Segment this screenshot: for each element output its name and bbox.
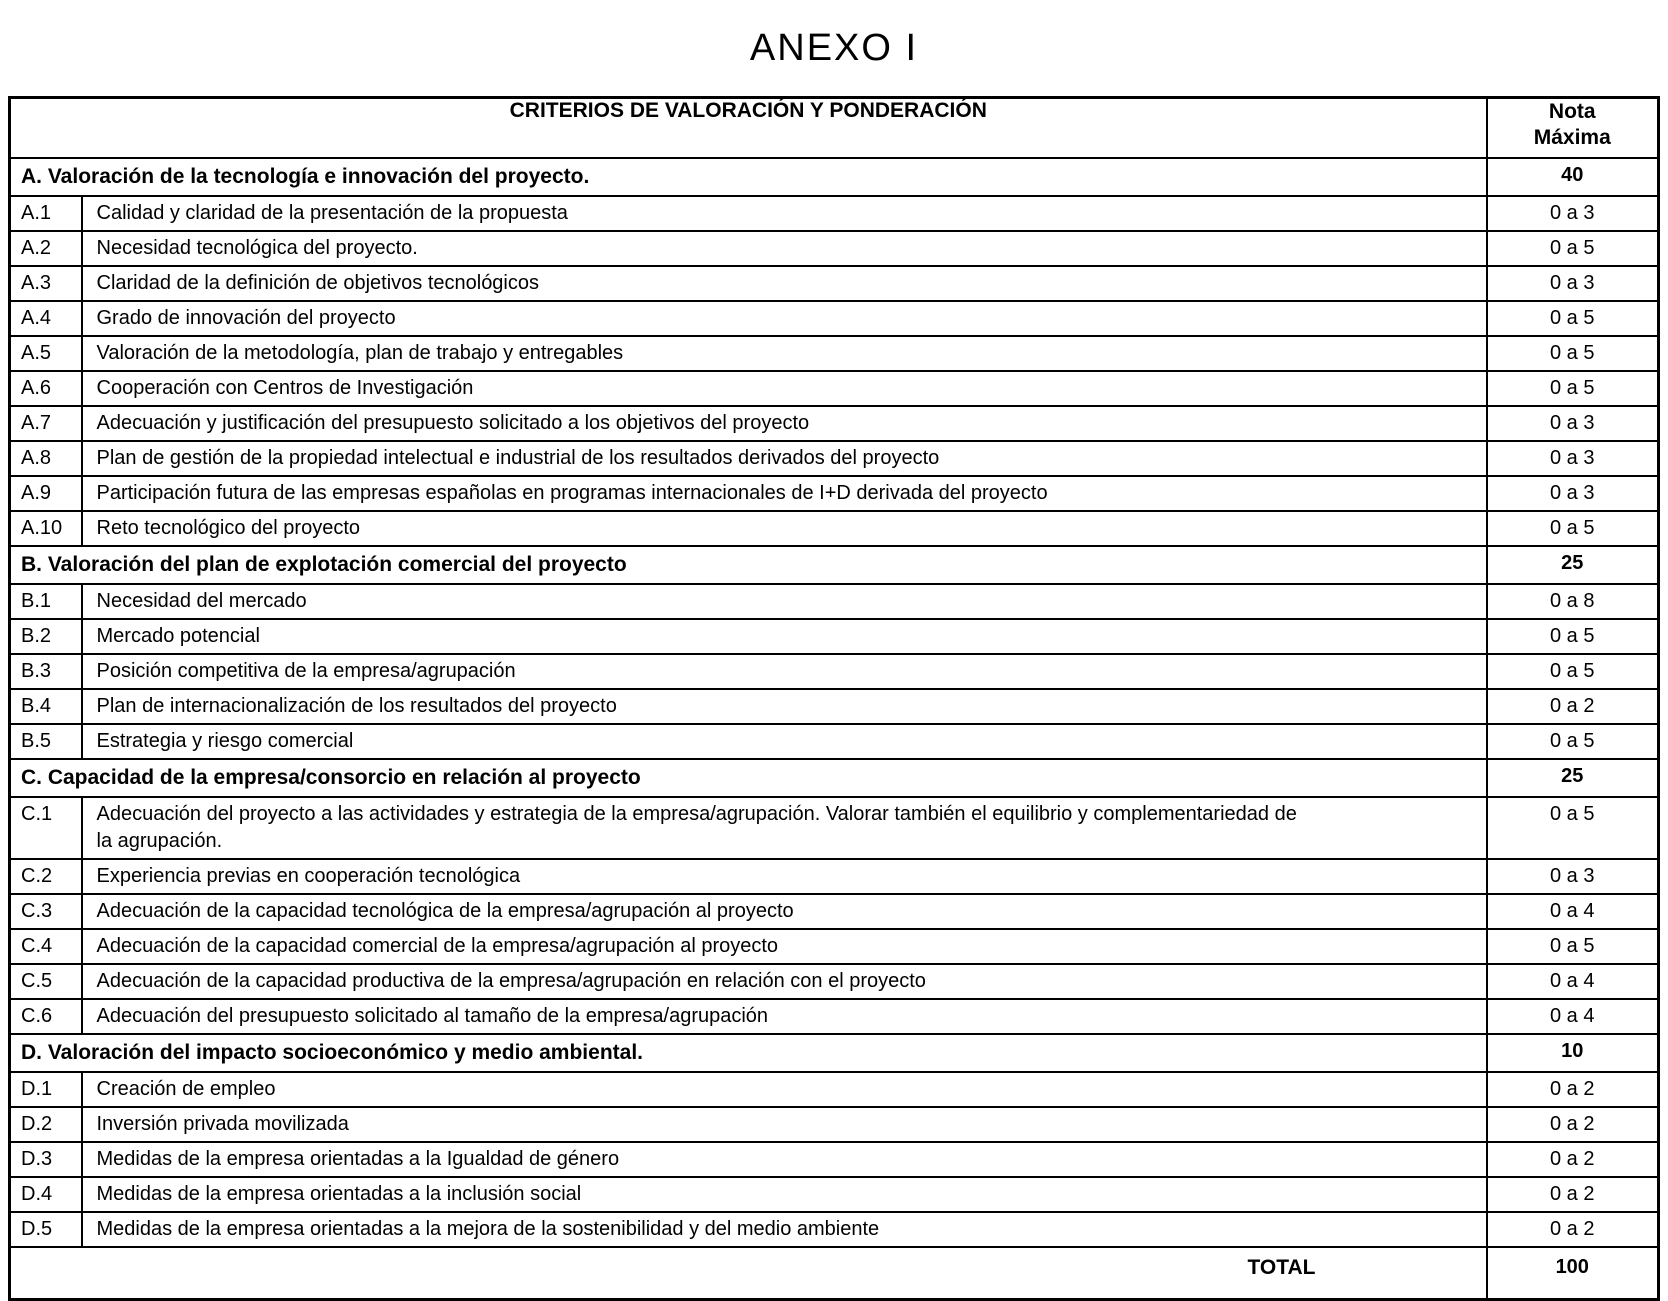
criteria-table: [8, 96, 1660, 1301]
criterion-description: [82, 894, 1487, 929]
criterion-description: [82, 336, 1487, 371]
max-score-header-line1: Nota: [1548, 100, 1596, 123]
criterion-max-score: 0 a 2: [1487, 689, 1659, 724]
criterion-row: [10, 406, 1659, 441]
section-max-score: 40: [1487, 158, 1659, 196]
section-title: B. Valoración del plan de explotación comercial del proyecto: [10, 546, 1487, 584]
section-header-row: [10, 759, 1659, 797]
criterion-description-text: Posición competitiva de la empresa/agrupación: [96, 660, 516, 682]
criterion-row: [10, 619, 1659, 654]
criterion-row: [10, 336, 1659, 371]
criterion-description-text: Claridad de la definición de objetivos tecnológicos: [96, 272, 539, 294]
criterion-max-score: 0 a 3: [1487, 476, 1659, 511]
criterion-description: [82, 929, 1487, 964]
criterion-max-score: 0 a 5: [1487, 231, 1659, 266]
criterion-row: [10, 929, 1659, 964]
criterion-code: D.4: [10, 1177, 82, 1212]
criterion-row: [10, 441, 1659, 476]
criterion-row: [10, 894, 1659, 929]
criterion-code: C.2: [10, 859, 82, 894]
criterion-description-text: Plan de gestión de la propiedad intelectual e industrial de los resultados derivados del proyecto: [96, 447, 940, 469]
criterion-description-text: Estrategia y riesgo comercial: [96, 730, 354, 752]
criterion-description: [82, 689, 1487, 724]
section-max-score: 25: [1487, 759, 1659, 797]
criterion-code: A.9: [10, 476, 82, 511]
criterion-description-text: Plan de internacionalización de los resultados del proyecto: [96, 695, 617, 717]
criterion-max-score: 0 a 4: [1487, 964, 1659, 999]
criterion-row: [10, 797, 1659, 859]
section-title: A. Valoración de la tecnología e innovación del proyecto.: [10, 158, 1487, 196]
criterion-description-text: Calidad y claridad de la presentación de la propuesta: [96, 202, 568, 224]
criterion-description-text: Necesidad tecnológica del proyecto.: [96, 237, 418, 259]
section-max-score: 10: [1487, 1034, 1659, 1072]
criterion-description: [82, 1177, 1487, 1212]
section-header-row: [10, 158, 1659, 196]
criterion-description: [82, 619, 1487, 654]
section-header-row: [10, 546, 1659, 584]
section-title: C. Capacidad de la empresa/consorcio en relación al proyecto: [10, 759, 1487, 797]
criterion-code: B.4: [10, 689, 82, 724]
criterion-max-score: 0 a 5: [1487, 797, 1659, 859]
criterion-description: [82, 797, 1487, 859]
criterion-code: D.3: [10, 1142, 82, 1177]
criterion-row: [10, 196, 1659, 231]
criterion-description-text: Medidas de la empresa orientadas a la mejora de la sostenibilidad y del medio ambiente: [96, 1218, 880, 1240]
criterion-code: A.10: [10, 511, 82, 546]
section-header-row: [10, 1034, 1659, 1072]
criterion-description-text: Participación futura de las empresas españolas en programas internacionales de I+D derivada del proyecto: [96, 482, 1048, 504]
criterion-max-score: 0 a 4: [1487, 999, 1659, 1034]
criterion-row: [10, 999, 1659, 1034]
total-max-score: 100: [1487, 1247, 1659, 1300]
criterion-max-score: 0 a 5: [1487, 619, 1659, 654]
criterion-description: [82, 196, 1487, 231]
criterion-max-score: 0 a 2: [1487, 1212, 1659, 1247]
criterion-code: B.3: [10, 654, 82, 689]
criterion-row: [10, 964, 1659, 999]
criterion-code: C.4: [10, 929, 82, 964]
criterion-max-score: 0 a 8: [1487, 584, 1659, 619]
criterion-description: [82, 266, 1487, 301]
criterion-max-score: 0 a 2: [1487, 1142, 1659, 1177]
criterion-max-score: 0 a 2: [1487, 1072, 1659, 1107]
criterion-max-score: 0 a 5: [1487, 371, 1659, 406]
criterion-code: B.2: [10, 619, 82, 654]
criterion-code: A.6: [10, 371, 82, 406]
criterion-description-text: Experiencia previas en cooperación tecnológica: [96, 865, 521, 887]
criterion-description-text: Cooperación con Centros de Investigación: [96, 377, 474, 399]
criterion-description-text: Inversión privada movilizada: [96, 1113, 349, 1135]
criterion-max-score: 0 a 5: [1487, 301, 1659, 336]
criterion-code: A.3: [10, 266, 82, 301]
criterion-description-text: Adecuación y justificación del presupuesto solicitado a los objetivos del proyecto: [96, 412, 810, 434]
criteria-column-header: CRITERIOS DE VALORACIÓN Y PONDERACIÓN: [10, 98, 1487, 159]
criterion-row: [10, 1212, 1659, 1247]
criterion-description: [82, 1212, 1487, 1247]
criterion-code: A.8: [10, 441, 82, 476]
criterion-row: [10, 301, 1659, 336]
criterion-description-text: Valoración de la metodología, plan de trabajo y entregables: [96, 342, 624, 364]
criterion-description-text: Adecuación de la capacidad productiva de la empresa/agrupación en relación con el proyecto: [96, 970, 926, 992]
criterion-code: B.1: [10, 584, 82, 619]
criterion-row: [10, 1072, 1659, 1107]
criterion-max-score: 0 a 3: [1487, 266, 1659, 301]
criterion-code: A.7: [10, 406, 82, 441]
criterion-max-score: 0 a 2: [1487, 1177, 1659, 1212]
criterion-description-text: Mercado potencial: [96, 625, 260, 647]
criterion-description-text: Adecuación de la capacidad comercial de la empresa/agrupación al proyecto: [96, 935, 779, 957]
total-label: TOTAL: [10, 1247, 1487, 1300]
criterion-row: [10, 859, 1659, 894]
criterion-row: [10, 1107, 1659, 1142]
criterion-code: A.4: [10, 301, 82, 336]
criterion-max-score: 0 a 5: [1487, 724, 1659, 759]
criterion-max-score: 0 a 4: [1487, 894, 1659, 929]
criterion-description: [82, 1072, 1487, 1107]
criterion-description: [82, 1142, 1487, 1177]
criterion-description: [82, 859, 1487, 894]
criterion-description: [82, 301, 1487, 336]
criterion-code: C.5: [10, 964, 82, 999]
criterion-description-text: Medidas de la empresa orientadas a la inclusión social: [96, 1183, 582, 1205]
criterion-code: D.5: [10, 1212, 82, 1247]
criterion-max-score: 0 a 5: [1487, 336, 1659, 371]
criterion-description: [82, 964, 1487, 999]
criterion-max-score: 0 a 2: [1487, 1107, 1659, 1142]
criterion-row: [10, 584, 1659, 619]
section-title: D. Valoración del impacto socioeconómico y medio ambiental.: [10, 1034, 1487, 1072]
criterion-code: C.6: [10, 999, 82, 1034]
criterion-code: D.2: [10, 1107, 82, 1142]
criterion-row: [10, 266, 1659, 301]
criterion-row: [10, 689, 1659, 724]
criterion-code: B.5: [10, 724, 82, 759]
criterion-description-text: Creación de empleo: [96, 1078, 276, 1100]
page-title: ANEXO I: [749, 27, 919, 69]
criterion-max-score: 0 a 5: [1487, 929, 1659, 964]
criterion-description: [82, 999, 1487, 1034]
table-header-row: [10, 98, 1659, 159]
criterion-description: [82, 511, 1487, 546]
criterion-row: [10, 476, 1659, 511]
criterion-description-text: Adecuación del presupuesto solicitado al tamaño de la empresa/agrupación: [96, 1005, 769, 1027]
criterion-description-text: Adecuación del proyecto a las actividades y estrategia de la empresa/agrupación. Valorar también el equilibrio y complementariedad de la agrupación.: [96, 803, 1297, 852]
total-row: [10, 1247, 1659, 1300]
criterion-description: [82, 441, 1487, 476]
criterion-row: [10, 654, 1659, 689]
criterion-max-score: 0 a 3: [1487, 196, 1659, 231]
criterion-row: [10, 511, 1659, 546]
criterion-description-text: Reto tecnológico del proyecto: [96, 517, 360, 539]
criterion-max-score: 0 a 3: [1487, 441, 1659, 476]
criterion-description: [82, 231, 1487, 266]
criterion-code: D.1: [10, 1072, 82, 1107]
criterion-row: [10, 231, 1659, 266]
criterion-description: [82, 584, 1487, 619]
criterion-code: A.5: [10, 336, 82, 371]
criterion-max-score: 0 a 3: [1487, 859, 1659, 894]
criterion-description: [82, 371, 1487, 406]
criterion-row: [10, 1177, 1659, 1212]
criterion-description: [82, 654, 1487, 689]
criterion-row: [10, 1142, 1659, 1177]
criterion-description: [82, 476, 1487, 511]
criterion-max-score: 0 a 5: [1487, 654, 1659, 689]
criterion-description: [82, 1107, 1487, 1142]
criterion-description-text: Medidas de la empresa orientadas a la Igualdad de género: [96, 1148, 620, 1170]
criterion-code: C.3: [10, 894, 82, 929]
criterion-description: [82, 406, 1487, 441]
section-max-score: 25: [1487, 546, 1659, 584]
criterion-code: A.1: [10, 196, 82, 231]
criterion-max-score: 0 a 5: [1487, 511, 1659, 546]
criterion-description-text: Grado de innovación del proyecto: [96, 307, 396, 329]
criterion-description-text: Adecuación de la capacidad tecnológica de la empresa/agrupación al proyecto: [96, 900, 794, 922]
criterion-row: [10, 724, 1659, 759]
criterion-code: A.2: [10, 231, 82, 266]
criterion-code: C.1: [10, 797, 82, 859]
criterion-description: [82, 724, 1487, 759]
max-score-header-line2: Máxima: [1533, 126, 1611, 149]
criterion-description-text: Necesidad del mercado: [96, 590, 307, 612]
max-score-column-header: [1487, 98, 1659, 159]
criterion-max-score: 0 a 3: [1487, 406, 1659, 441]
criteria-table-body: [10, 158, 1659, 1300]
criterion-row: [10, 371, 1659, 406]
